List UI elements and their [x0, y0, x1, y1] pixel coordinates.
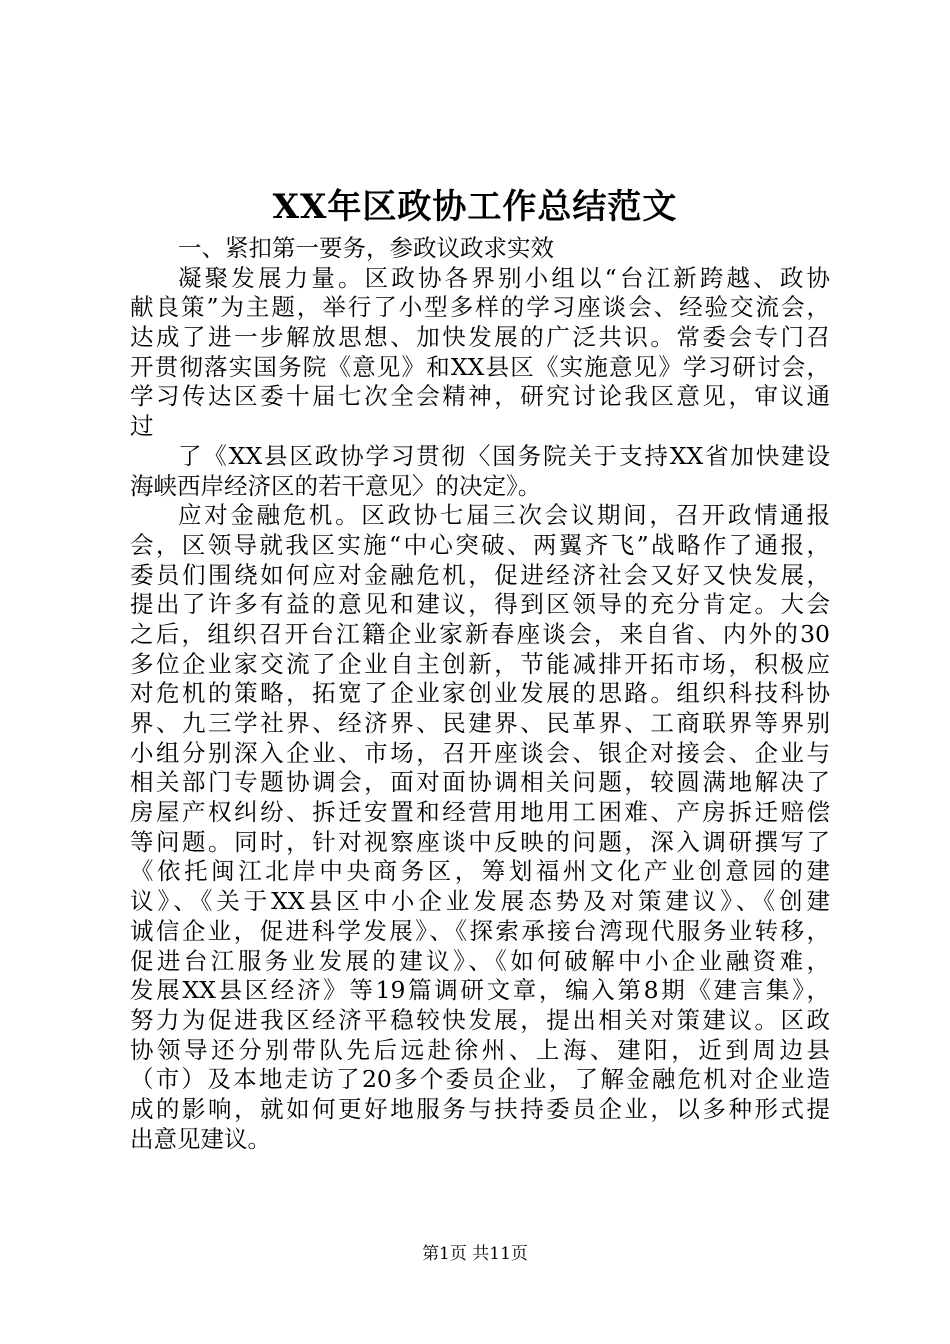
document-title: XX年区政协工作总结范文 — [272, 187, 678, 227]
text-line: 努力为促进我区经济平稳较快发展，提出相关对策建议。区政 — [130, 1005, 830, 1034]
text-line: 学习传达区委十届七次全会精神，研究讨论我区意见，审议通 — [130, 382, 830, 411]
text-line: 界、九三学社界、经济界、民建界、民革界、工商联界等界别 — [130, 709, 830, 737]
text-line: 过 — [130, 412, 154, 441]
text-line: 了《XX县区政协学习贯彻〈国务院关于支持XX省加快建设 — [178, 441, 830, 470]
text-line: （市）及本地走访了20多个委员企业，了解金融危机对企业造 — [130, 1065, 830, 1094]
text-line: 小组分别深入企业、市场，召开座谈会、银企对接会、企业与 — [130, 738, 830, 767]
text-line: 凝聚发展力量。区政协各界别小组以“台江新跨越、政协 — [178, 263, 830, 292]
text-line: 一、紧扣第一要务，参政议政求实效 — [178, 234, 554, 262]
text-line: 应对金融危机。区政协七届三次会议期间，召开政情通报 — [178, 501, 830, 530]
text-line: 出意见建议。 — [130, 1124, 271, 1153]
text-line: 房屋产权纠纷、拆迁安置和经营用地用工困难、产房拆迁赔偿 — [130, 798, 830, 827]
text-line: 会，区领导就我区实施“中心突破、两翼齐飞”战略作了通报， — [130, 530, 830, 559]
text-line: 发展XX县区经济》等19篇调研文章，编入第8期《建言集》， — [130, 976, 830, 1005]
text-line: 相关部门专题协调会，面对面协调相关问题，较圆满地解决了 — [130, 768, 830, 797]
text-line: 促进台江服务业发展的建议》、《如何破解中小企业融资难， — [130, 946, 830, 975]
text-line: 献良策”为主题，举行了小型多样的学习座谈会、经验交流会， — [130, 293, 830, 322]
text-line: 海峡西岸经济区的若干意见〉的决定》。 — [130, 471, 542, 500]
text-line: 开贯彻落实国务院《意见》和XX县区《实施意见》学习研讨会， — [130, 352, 830, 381]
text-line: 达成了进一步解放思想、加快发展的广泛共识。常委会专门召 — [130, 323, 830, 352]
page-footer: 第1页 共11页 — [422, 1244, 528, 1264]
text-line: 之后，组织召开台江籍企业家新春座谈会，来自省、内外的30 — [130, 619, 830, 648]
text-line: 协领导还分别带队先后远赴徐州、上海、建阳，近到周边县 — [130, 1035, 830, 1064]
text-line: 成的影响，就如何更好地服务与扶持委员企业，以多种形式提 — [130, 1094, 830, 1123]
text-line: 议》、《关于XX县区中小企业发展态势及对策建议》、《创建 — [130, 887, 830, 916]
text-line: 多位企业家交流了企业自主创新，节能减排开拓市场，积极应 — [130, 649, 830, 678]
document-body — [130, 234, 830, 1154]
text-line: 诚信企业，促进科学发展》、《探索承接台湾现代服务业转移， — [130, 916, 830, 945]
text-line: 对危机的策略，拓宽了企业家创业发展的思路。组织科技科协 — [130, 679, 830, 708]
text-line: 等问题。同时，针对视察座谈中反映的问题，深入调研撰写了 — [130, 827, 830, 856]
text-line: 《依托闽江北岸中央商务区，筹划福州文化产业创意园的建 — [130, 857, 830, 886]
text-line: 委员们围绕如何应对金融危机，促进经济社会又好又快发展， — [130, 560, 830, 589]
text-line: 提出了许多有益的意见和建议，得到区领导的充分肯定。大会 — [130, 590, 830, 619]
